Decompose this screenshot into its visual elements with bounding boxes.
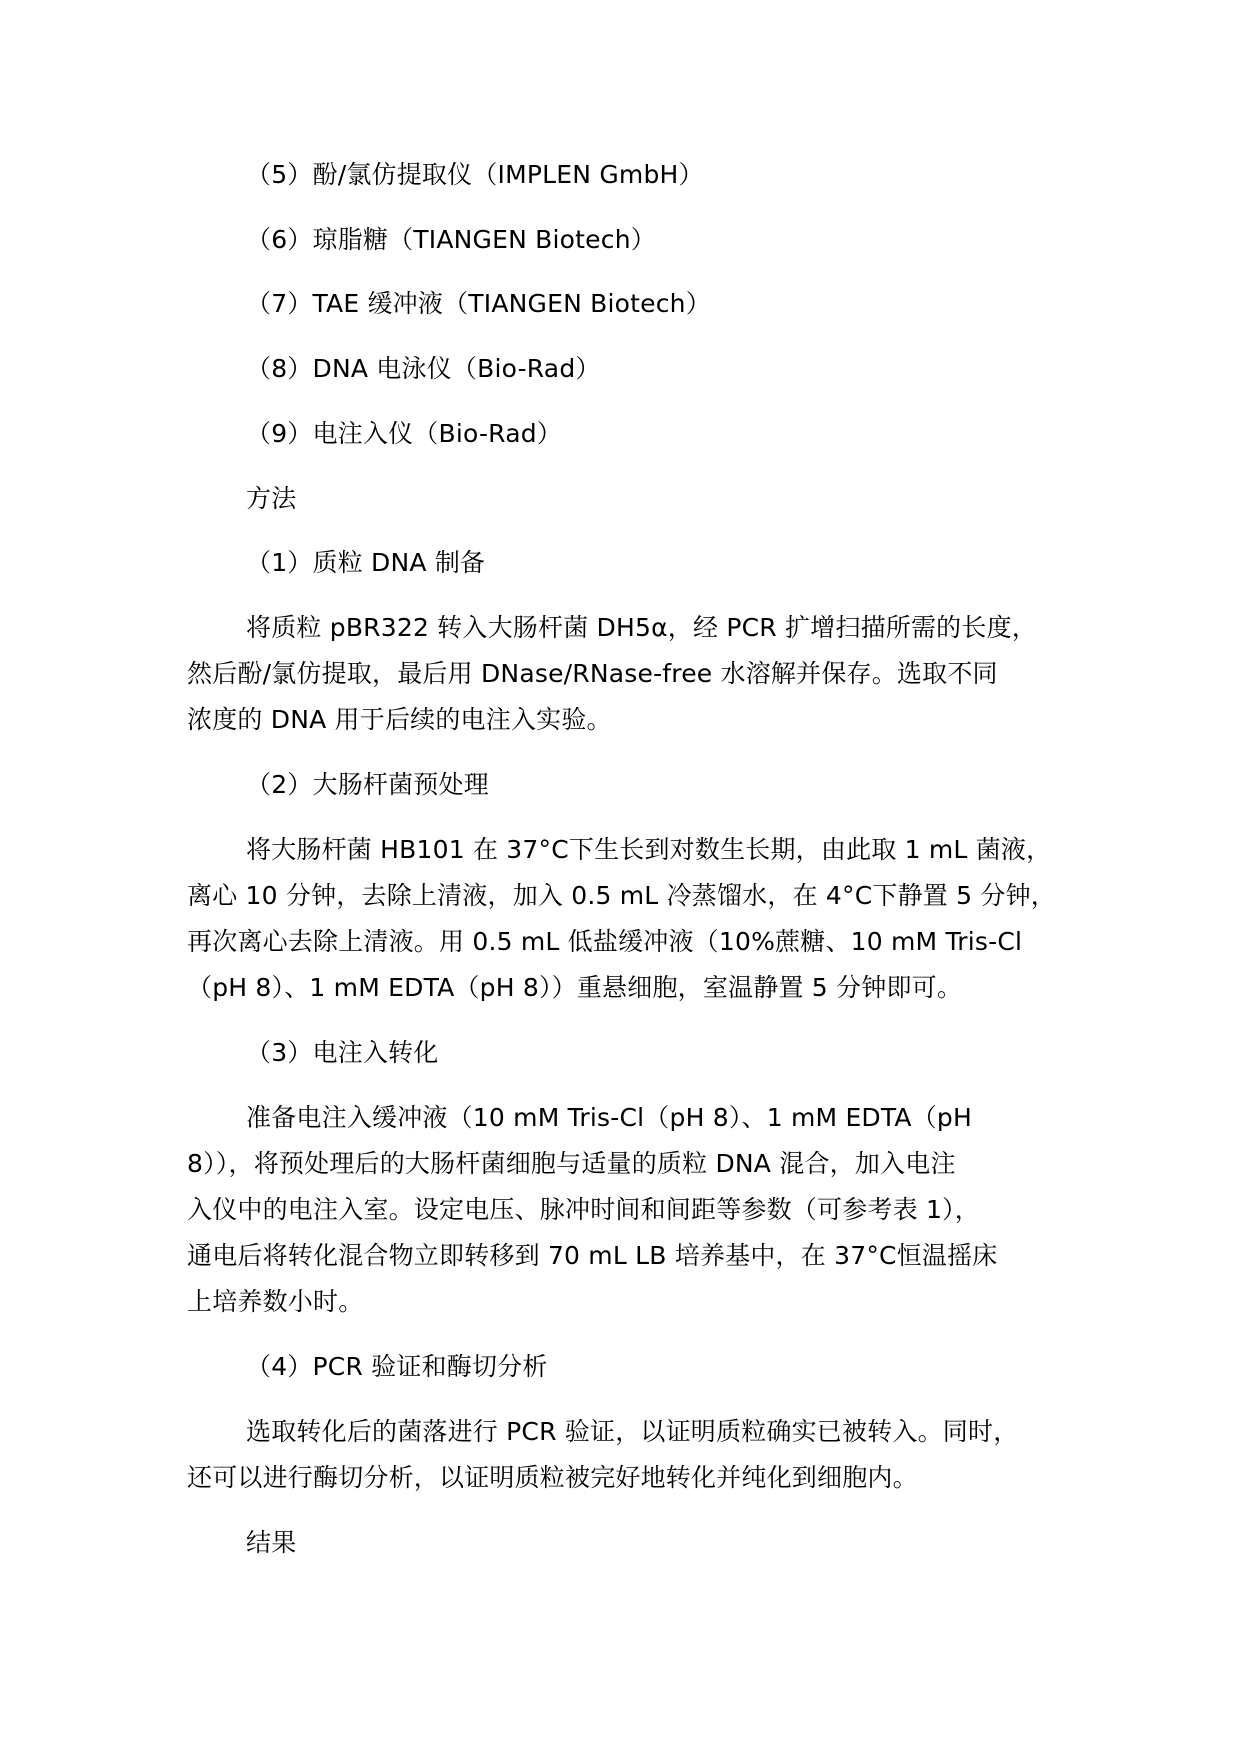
step1-line-2: 然后酚/氯仿提取，最后用 DNase/RNase-free 水溶解并保存。选取不同 bbox=[187, 659, 998, 688]
step1-title: （1）质粒 DNA 制备 bbox=[246, 548, 486, 577]
step2-title: （2）大肠杆菌预处理 bbox=[246, 770, 489, 799]
step3-line-1: 准备电注入缓冲液（10 mM Tris-Cl（pH 8）、1 mM EDTA（pH bbox=[246, 1103, 972, 1132]
step3-line-4: 通电后将转化混合物立即转移到 70 mL LB 培养基中，在 37°C恒温摇床 bbox=[187, 1241, 998, 1270]
material-item-6: （6）琼脂糖（TIANGEN Biotech） bbox=[246, 225, 656, 254]
step2-line-1: 将大肠杆菌 HB101 在 37°C下生长到对数生长期，由此取 1 mL 菌液， bbox=[246, 835, 1052, 864]
material-item-9: （9）电注入仪（Bio-Rad） bbox=[246, 419, 562, 448]
methods-heading: 方法 bbox=[246, 484, 297, 513]
step2-line-4: （pH 8）、1 mM EDTA（pH 8））重悬细胞，室温静置 5 分钟即可。 bbox=[187, 973, 963, 1002]
step3-title: （3）电注入转化 bbox=[246, 1038, 439, 1067]
material-item-8: （8）DNA 电泳仪（Bio-Rad） bbox=[246, 354, 601, 383]
results-heading: 结果 bbox=[246, 1528, 297, 1557]
material-item-7: （7）TAE 缓冲液（TIANGEN Biotech） bbox=[246, 289, 711, 318]
step1-line-1: 将质粒 pBR322 转入大肠杆菌 DH5α，经 PCR 扩增扫描所需的长度， bbox=[246, 613, 1037, 642]
step2-line-3: 再次离心去除上清液。用 0.5 mL 低盐缓冲液（10%蔗糖、10 mM Tris-Cl bbox=[187, 927, 1023, 956]
step2-line-2: 离心 10 分钟，去除上清液，加入 0.5 mL 冷蒸馏水，在 4°C下静置 5 分钟， bbox=[187, 881, 1056, 910]
step1-line-3: 浓度的 DNA 用于后续的电注入实验。 bbox=[187, 705, 612, 734]
material-item-5: （5）酚/氯仿提取仪（IMPLEN GmbH） bbox=[246, 160, 704, 189]
step3-line-2: 8）），将预处理后的大肠杆菌细胞与适量的质粒 DNA 混合，加入电注 bbox=[187, 1149, 956, 1178]
step3-line-3: 入仪中的电注入室。设定电压、脉冲时间和间距等参数（可参考表 1）， bbox=[187, 1195, 980, 1224]
step3-line-5: 上培养数小时。 bbox=[187, 1287, 364, 1316]
step4-line-2: 还可以进行酶切分析，以证明质粒被完好地转化并纯化到细胞内。 bbox=[187, 1463, 918, 1492]
step4-title: （4）PCR 验证和酶切分析 bbox=[246, 1352, 548, 1381]
step4-line-1: 选取转化后的菌落进行 PCR 验证，以证明质粒确实已被转入。同时， bbox=[246, 1417, 1019, 1446]
